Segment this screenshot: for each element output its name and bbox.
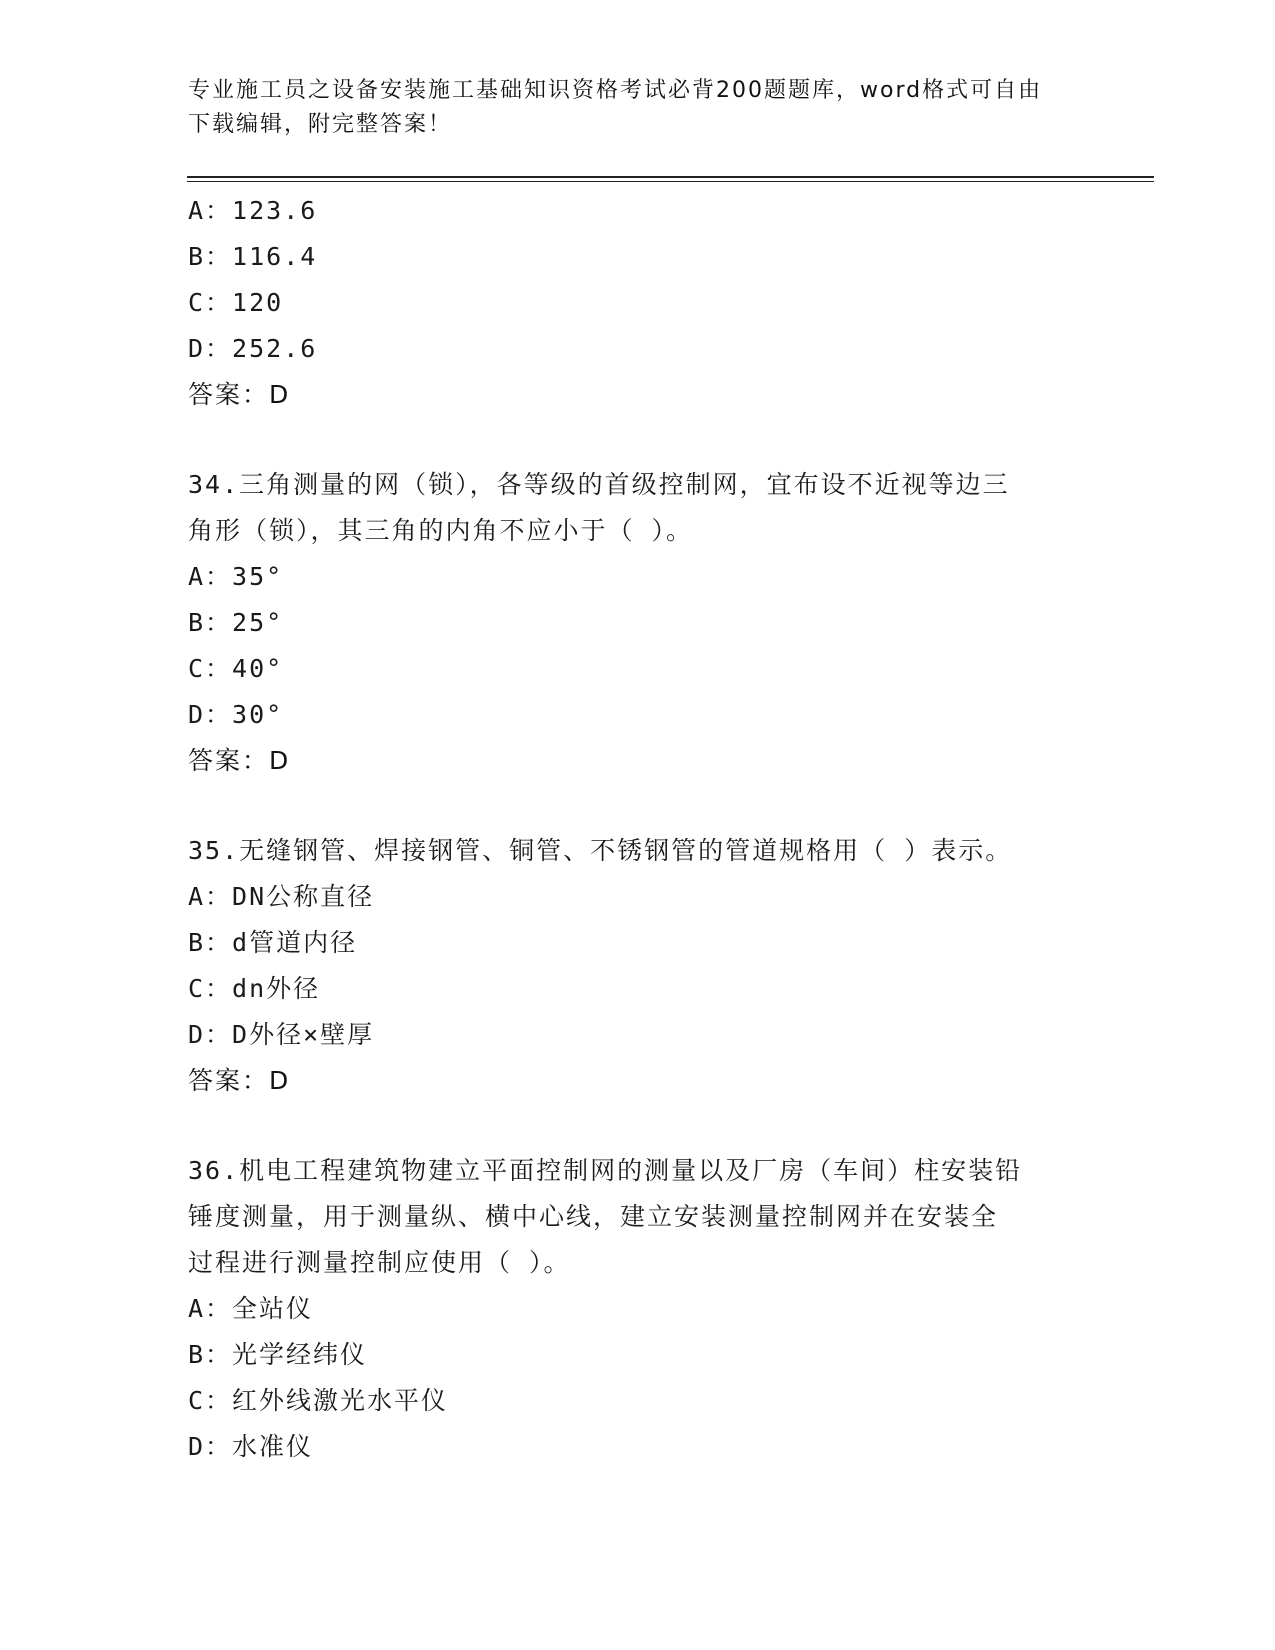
option-a: A：123.6 <box>188 196 318 225</box>
option-c: C：dn外径 <box>188 974 321 1003</box>
option-b: B：d管道内径 <box>188 928 358 957</box>
question-34 <box>188 462 1088 784</box>
option-d: D：D外径×壁厚 <box>188 1020 375 1049</box>
document-header <box>188 74 1068 142</box>
option-d: D：252.6 <box>188 334 318 363</box>
spacer <box>188 1104 1088 1148</box>
question-text-line: 过程进行测量控制应使用（ ）。 <box>188 1248 571 1277</box>
option-c: C：40° <box>188 654 284 683</box>
question-list <box>188 188 1088 1470</box>
option-d: D：30° <box>188 700 284 729</box>
header-rule-thick <box>187 176 1154 178</box>
spacer <box>188 418 1088 462</box>
option-a: A：全站仪 <box>188 1294 314 1323</box>
answer-line: 答案：D <box>188 380 291 409</box>
option-b: B：光学经纬仪 <box>188 1340 368 1369</box>
option-c: C：120 <box>188 288 284 317</box>
option-a: A：35° <box>188 562 284 591</box>
question-text-line: 35.无缝钢管、焊接钢管、铜管、不锈钢管的管道规格用（ ）表示。 <box>188 836 1013 865</box>
option-c: C：红外线激光水平仪 <box>188 1386 449 1415</box>
spacer <box>188 784 1088 828</box>
question-text-line: 36.机电工程建筑物建立平面控制网的测量以及厂房（车间）柱安装铅 <box>188 1156 1023 1185</box>
question-35 <box>188 828 1088 1104</box>
question-text-line: 角形（锁），其三角的内角不应小于（ ）。 <box>188 516 694 545</box>
answer-line: 答案：D <box>188 746 291 775</box>
question-36 <box>188 1148 1088 1470</box>
option-b: B：25° <box>188 608 284 637</box>
option-b: B：116.4 <box>188 242 318 271</box>
header-line-2: 下载编辑，附完整答案！ <box>188 112 453 137</box>
option-a: A：DN公称直径 <box>188 882 375 911</box>
question-text-line: 锤度测量，用于测量纵、横中心线，建立安装测量控制网并在安装全 <box>188 1202 999 1231</box>
question-text-line: 34.三角测量的网（锁），各等级的首级控制网，宜布设不近视等边三 <box>188 470 1010 499</box>
option-d: D：水准仪 <box>188 1432 314 1461</box>
header-rule-thin <box>187 181 1154 182</box>
header-line-1: 专业施工员之设备安装施工基础知识资格考试必背200题题库，word格式可自由 <box>188 78 1043 103</box>
answer-line: 答案：D <box>188 1066 291 1095</box>
question-33-tail <box>188 188 1088 418</box>
